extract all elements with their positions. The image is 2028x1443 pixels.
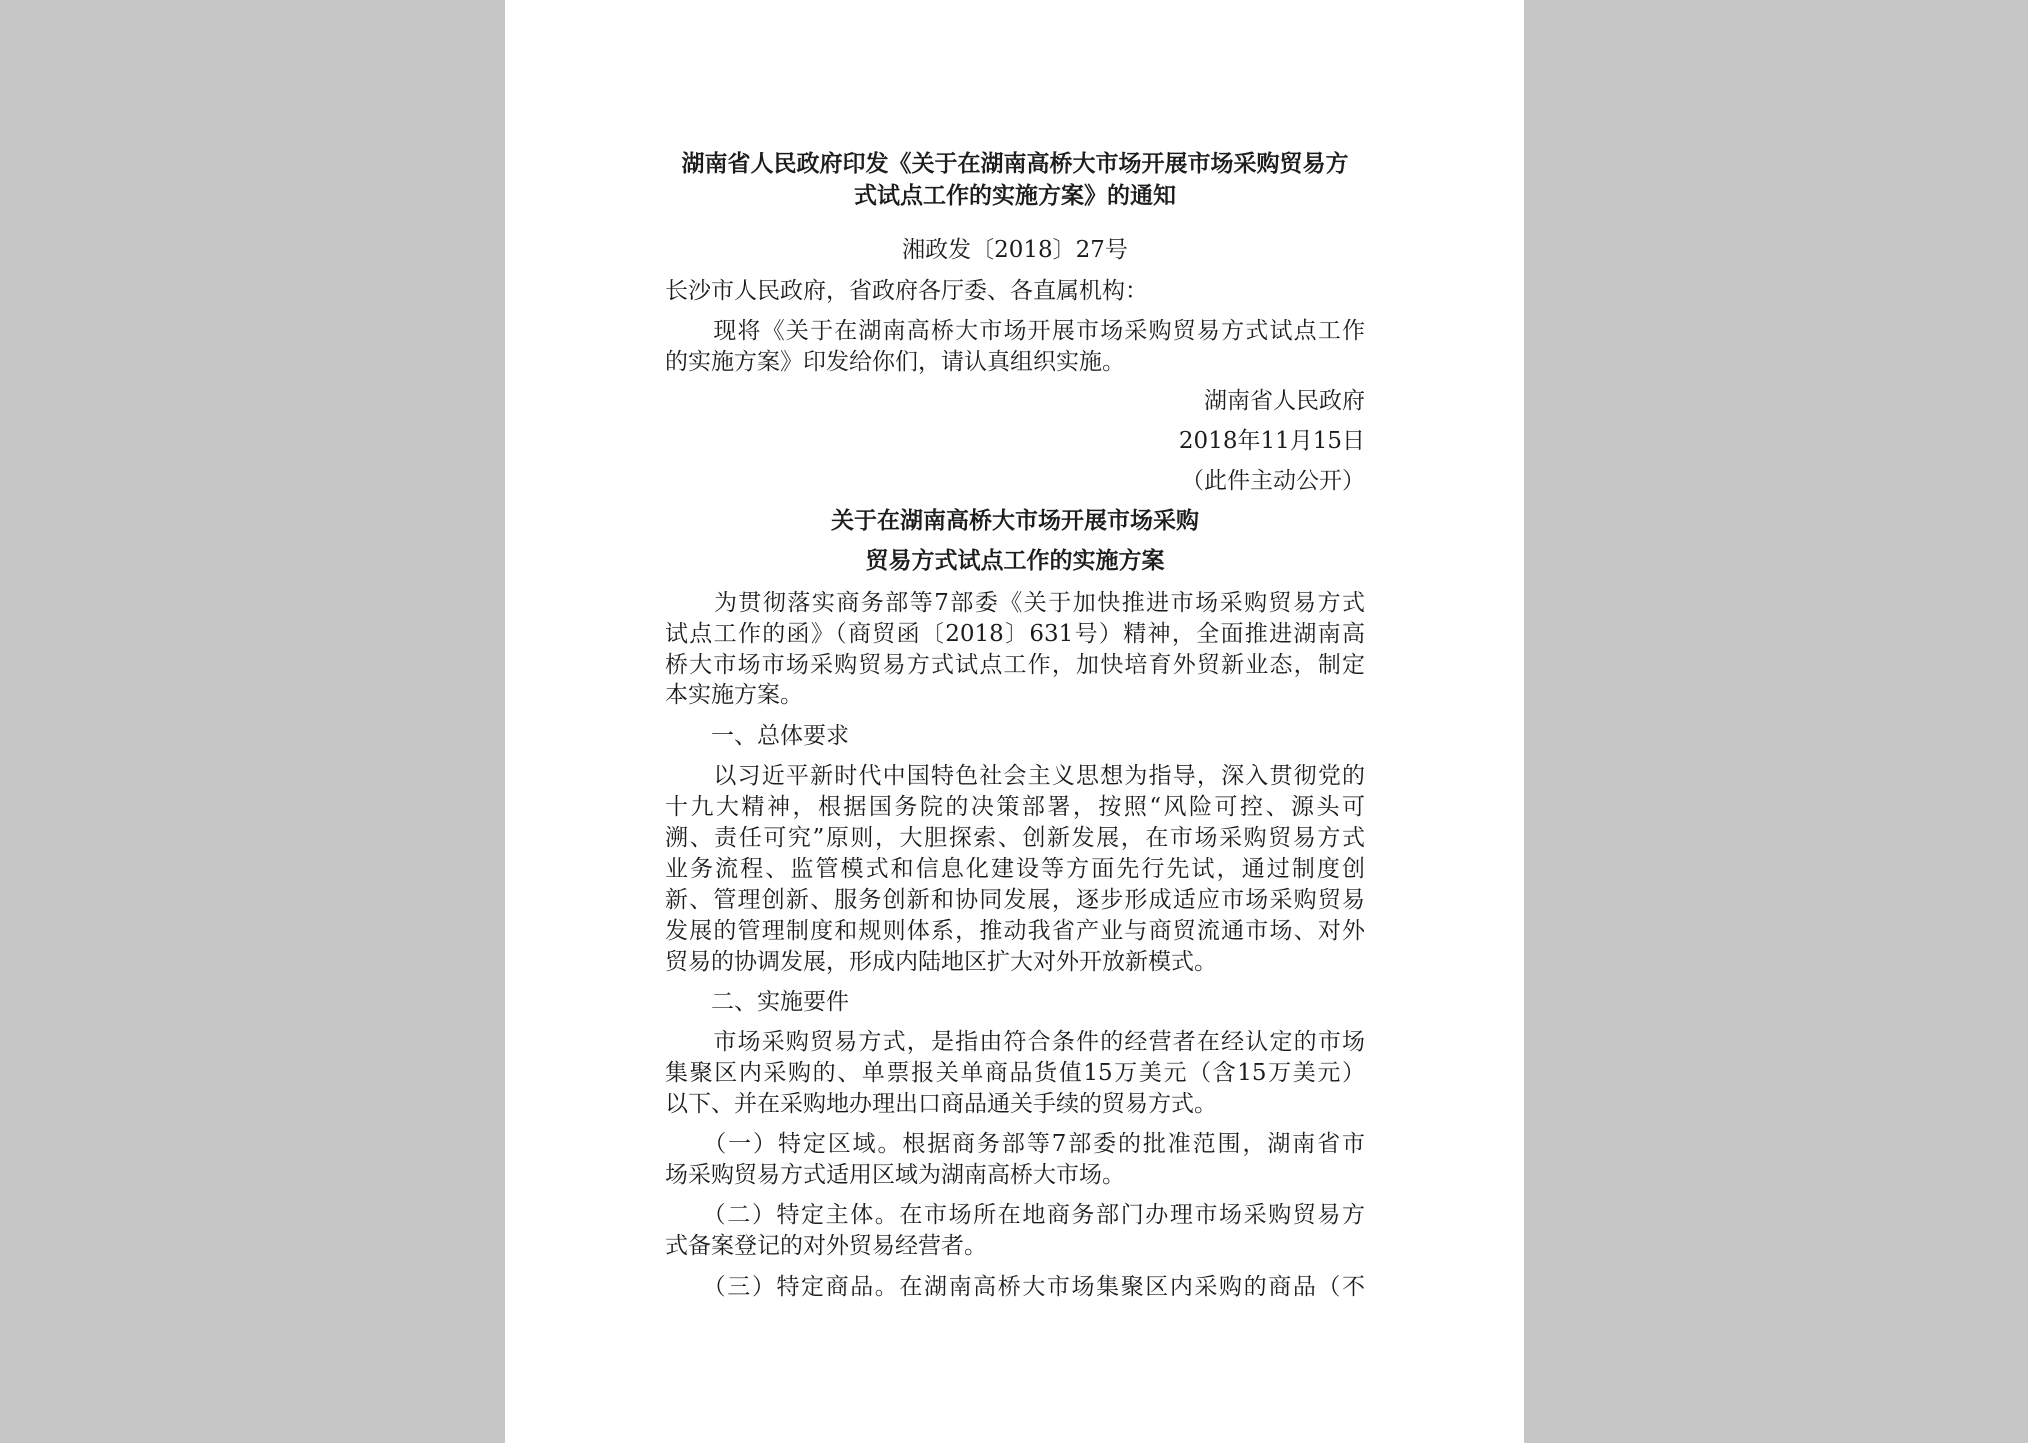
plan-title-line-2: 贸易方式试点工作的实施方案 — [865, 547, 1165, 574]
intro-line-1: 为贯彻落实商务部等7部委《关于加快推进市场采购贸易方式 — [665, 590, 1365, 616]
disclosure-note: （此件主动公开） — [1181, 468, 1365, 494]
plan-title-line-1: 关于在湖南高桥大市场开展市场采购 — [831, 507, 1199, 534]
section-2-line-1: 市场采购贸易方式，是指由符合条件的经营者在经认定的市场 — [665, 1029, 1365, 1055]
item-3-line-1: （三）特定商品。在湖南高桥大市场集聚区内采购的商品（不 — [665, 1274, 1365, 1300]
item-1-line-1: （一）特定区域。根据商务部等7部委的批准范围，湖南省市 — [665, 1131, 1365, 1157]
section-2-line-3: 以下、并在采购地办理出口商品通关手续的贸易方式。 — [665, 1091, 1217, 1117]
section-1-line-2: 十九大精神，根据国务院的决策部署，按照“风险可控、源头可 — [665, 794, 1365, 820]
section-1-heading: 一、总体要求 — [665, 723, 849, 749]
notice-title-line-2: 式试点工作的实施方案》的通知 — [854, 182, 1176, 209]
section-1-line-3: 溯、责任可究”原则，大胆探索、创新发展，在市场采购贸易方式 — [665, 825, 1365, 851]
section-1-line-6: 发展的管理制度和规则体系，推动我省产业与商贸流通市场、对外 — [665, 918, 1365, 944]
section-1-line-1: 以习近平新时代中国特色社会主义思想为指导，深入贯彻党的 — [665, 763, 1365, 789]
intro-line-2: 试点工作的函》（商贸函〔2018〕631号）精神，全面推进湖南高 — [665, 621, 1365, 647]
notice-body-line-1: 现将《关于在湖南高桥大市场开展市场采购贸易方式试点工作 — [665, 318, 1365, 344]
item-2-line-2: 式备案登记的对外贸易经营者。 — [665, 1233, 987, 1259]
item-1-line-2: 场采购贸易方式适用区域为湖南高桥大市场。 — [665, 1162, 1125, 1188]
item-2-line-1: （二）特定主体。在市场所在地商务部门办理市场采购贸易方 — [665, 1202, 1365, 1228]
notice-title-line-1: 湖南省人民政府印发《关于在湖南高桥大市场开展市场采购贸易方 — [681, 150, 1349, 177]
document-number: 湘政发〔2018〕27号 — [902, 237, 1128, 263]
issuer-signature: 湖南省人民政府 — [1204, 388, 1365, 414]
section-1-line-5: 新、管理创新、服务创新和协同发展，逐步形成适应市场采购贸易 — [665, 887, 1365, 913]
notice-body-line-2: 的实施方案》印发给你们，请认真组织实施。 — [665, 349, 1125, 375]
issue-date: 2018年11月15日 — [1178, 428, 1365, 454]
section-2-heading: 二、实施要件 — [665, 989, 849, 1015]
document-page — [505, 0, 1524, 1443]
addressee: 长沙市人民政府，省政府各厅委、各直属机构： — [665, 278, 1148, 304]
section-2-line-2: 集聚区内采购的、单票报关单商品货值15万美元（含15万美元） — [665, 1060, 1365, 1086]
intro-line-4: 本实施方案。 — [665, 682, 803, 708]
section-1-line-4: 业务流程、监管模式和信息化建设等方面先行先试，通过制度创 — [665, 856, 1365, 882]
section-1-line-7: 贸易的协调发展，形成内陆地区扩大对外开放新模式。 — [665, 949, 1217, 975]
intro-line-3: 桥大市场市场采购贸易方式试点工作，加快培育外贸新业态，制定 — [665, 652, 1365, 678]
